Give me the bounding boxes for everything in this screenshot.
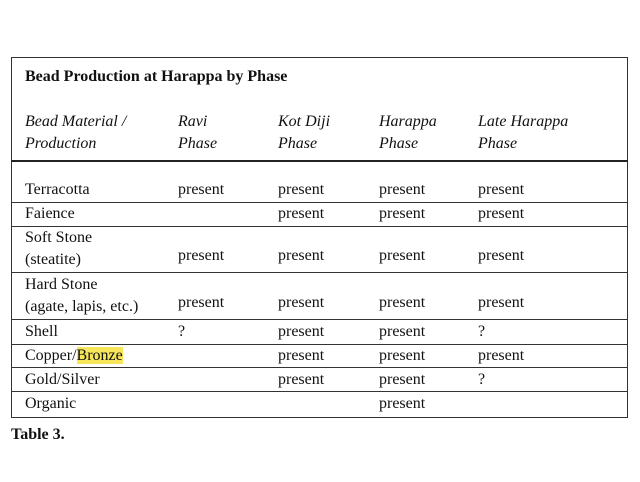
row-shell-material: Shell: [25, 323, 58, 340]
row-faience-harappa: present: [379, 205, 426, 222]
row-copper-bronze-kot: present: [278, 347, 325, 364]
header-ravi-line2: Phase: [178, 135, 218, 152]
row-faience-kot: present: [278, 205, 325, 222]
row-divider: [11, 391, 628, 392]
row-organic-harappa: present: [379, 395, 426, 412]
row-gold-silver-kot: present: [278, 371, 325, 388]
row-terracotta-material: Terracotta: [25, 181, 90, 198]
row-organic-material: Organic: [25, 395, 77, 412]
header-ravi: [178, 111, 217, 155]
row-copper-bronze-material: [25, 345, 123, 367]
row-soft-stone-line1: Soft Stone: [25, 229, 93, 246]
table-caption: Table 3.: [11, 426, 65, 443]
table-title: Bead Production at Harappa by Phase: [25, 68, 288, 85]
row-gold-silver-harappa: present: [379, 371, 426, 388]
row-soft-stone-ravi: present: [178, 247, 225, 264]
row-shell-ravi: ?: [178, 323, 186, 340]
row-hard-stone-kot: present: [278, 294, 325, 311]
row-faience-late: present: [478, 205, 525, 222]
row-hard-stone-harappa: present: [379, 294, 426, 311]
row-soft-stone-harappa: present: [379, 247, 426, 264]
row-soft-stone-line2: (steatite): [25, 251, 81, 268]
row-copper-bronze-late: present: [478, 347, 525, 364]
row-divider: [11, 319, 628, 320]
header-kot-line2: Phase: [278, 135, 318, 152]
row-shell-harappa: present: [379, 323, 426, 340]
row-shell-kot: present: [278, 323, 325, 340]
row-divider: [11, 367, 628, 368]
header-kot-diji: [278, 111, 330, 155]
header-harappa-line1: Harappa: [379, 113, 437, 130]
row-terracotta-kot: present: [278, 181, 325, 198]
header-ravi-line1: Ravi: [178, 113, 208, 130]
row-hard-stone-material: [25, 274, 138, 318]
row-soft-stone-late: present: [478, 247, 525, 264]
row-divider: [11, 272, 628, 273]
row-soft-stone-material: [25, 227, 92, 271]
row-soft-stone-kot: present: [278, 247, 325, 264]
header-harappa-line2: Phase: [379, 135, 419, 152]
row-hard-stone-ravi: present: [178, 294, 225, 311]
row-gold-silver-late: ?: [478, 371, 486, 388]
row-hard-stone-line1: Hard Stone: [25, 276, 98, 293]
header-late-line1: Late Harappa: [478, 113, 569, 130]
row-copper-bronze-harappa: present: [379, 347, 426, 364]
row-shell-late: ?: [478, 323, 486, 340]
header-divider: [11, 160, 628, 162]
row-divider: [11, 226, 628, 227]
header-kot-line1: Kot Diji: [278, 113, 331, 130]
row-gold-silver-material: Gold/Silver: [25, 371, 100, 388]
row-copper-prefix: Copper/: [25, 347, 77, 364]
header-material: [25, 111, 126, 155]
search-highlight: Bronze: [76, 347, 123, 364]
row-faience-material: Faience: [25, 205, 75, 222]
row-terracotta-harappa: present: [379, 181, 426, 198]
header-harappa: [379, 111, 437, 155]
header-late-line2: Phase: [478, 135, 518, 152]
row-terracotta-late: present: [478, 181, 525, 198]
header-material-line2: Production: [25, 135, 97, 152]
header-late-harappa: [478, 111, 568, 155]
row-hard-stone-late: present: [478, 294, 525, 311]
header-material-line1: Bead Material /: [25, 113, 127, 130]
row-terracotta-ravi: present: [178, 181, 225, 198]
row-hard-stone-line2: (agate, lapis, etc.): [25, 298, 139, 315]
